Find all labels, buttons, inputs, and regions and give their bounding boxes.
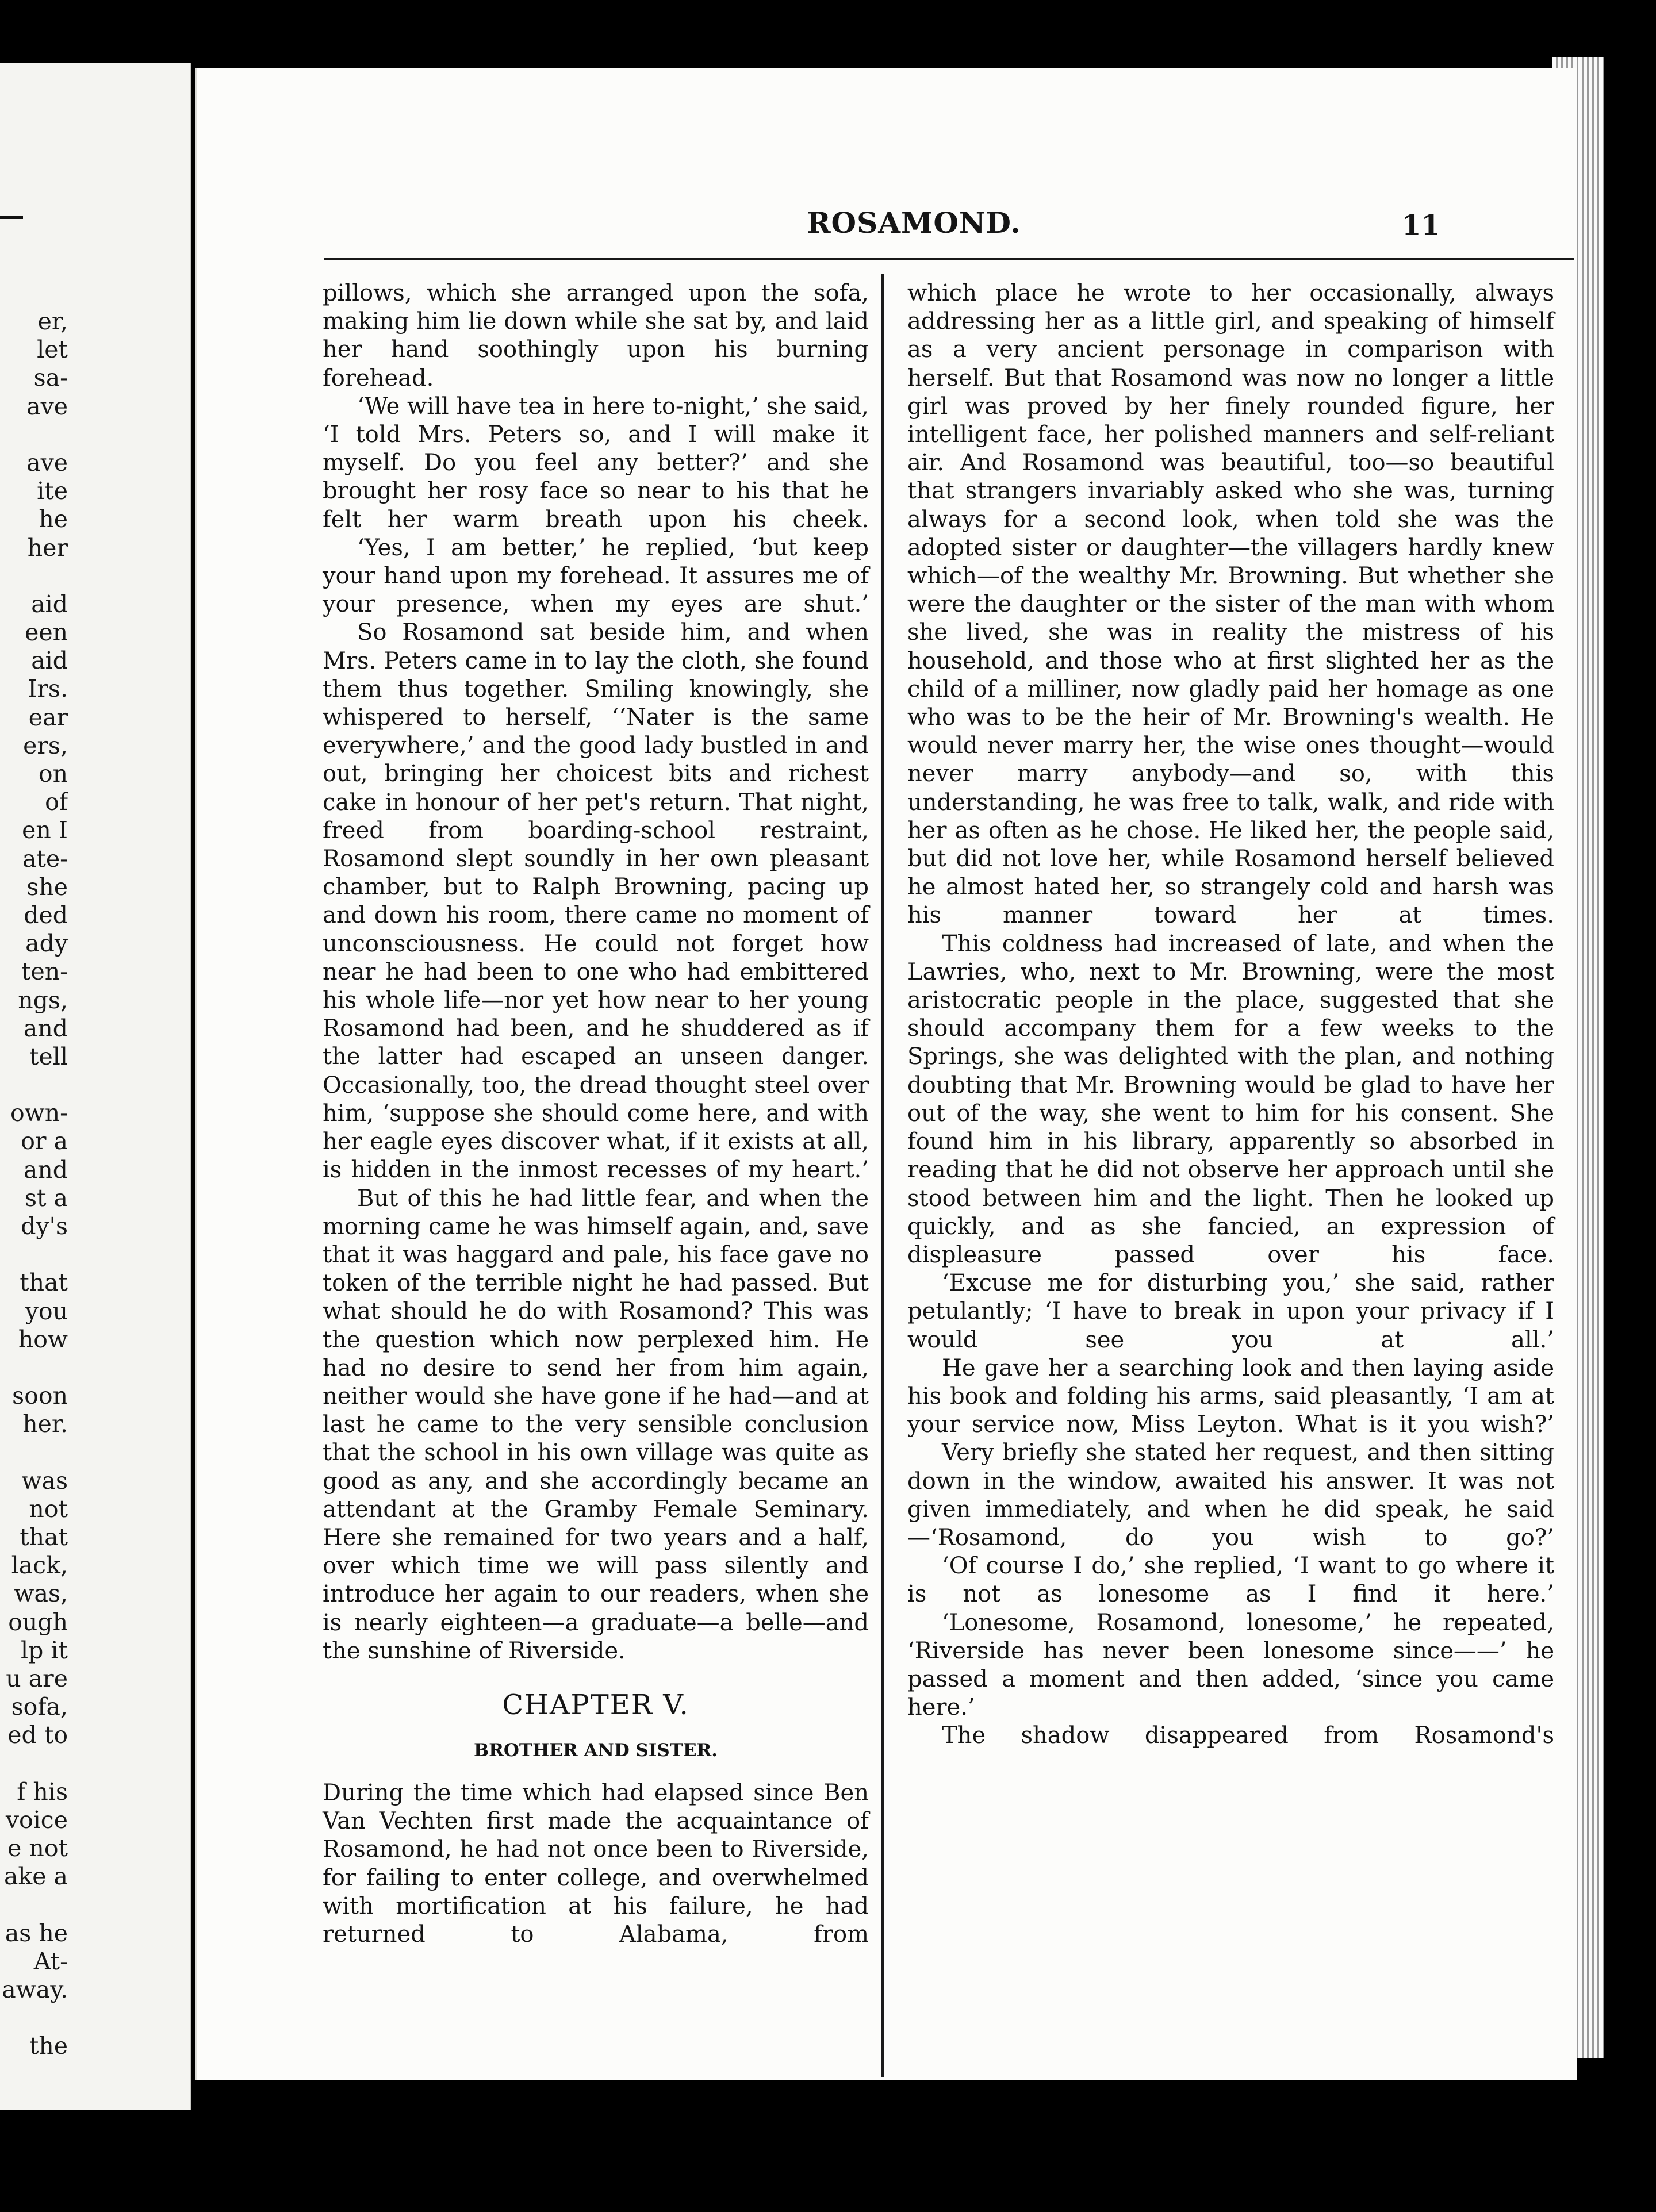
facing-page-fragment: away.: [2, 1976, 68, 2004]
facing-page-fragment: voice: [5, 1806, 68, 1834]
facing-page-fragment: as he: [5, 1919, 68, 1947]
facing-page-fragment: on: [38, 760, 68, 788]
facing-page-fragment: At-: [33, 1947, 68, 1975]
facing-page-fragment: ake a: [3, 1862, 68, 1891]
facing-page-fragment: ear: [28, 703, 68, 731]
running-title: ROSAMOND.: [807, 206, 1021, 240]
facing-page-fragment: ers,: [23, 731, 68, 759]
facing-page-fragment: own-: [10, 1099, 68, 1127]
facing-page-fragment: [0, 1439, 68, 1467]
header-rule: [324, 258, 1574, 260]
page-number: 11: [1402, 209, 1440, 241]
facing-page-fragment: you: [25, 1297, 68, 1325]
facing-page-fragment: ave: [26, 392, 68, 420]
paragraph: The shadow disappeared from Rosamond's: [942, 1722, 1554, 1749]
facing-page-fragment: aid: [31, 590, 68, 618]
facing-page-fragment: lack,: [11, 1552, 68, 1580]
facing-page-fragment: en I: [22, 816, 68, 844]
facing-page-fragment: ave: [26, 448, 68, 477]
paragraph: But of this he had little fear, and when the morning came he was himself again, and, save that it was haggard and pale, his face gave no token of the terrible night he had passed. But what should he do with Rosamond? This was the question which now perplexed him. He had no desire to send her from him again, neither would she have gone if he had—and at last he came to the very sensible conclusion that the school in his own village was quite as good as any, and she accordingly became an attendant at the Gramby Female Seminary. Here she remained for two years and a half, over which time we will pass silently and introduce her again to our readers, when she is nearly eighteen—a graduate—a belle—and the sunshine of Riverside.: [323, 1185, 869, 1664]
facing-page-fragment: sofa,: [11, 1693, 68, 1721]
facing-page-fragment: [0, 1891, 68, 1919]
paragraph: which place he wrote to her occasionally, always addressing her as a little girl, and speaking of himself as a very ancient personage in comparison with herself. But that Rosamond was now no longer a little girl was proved by her finely rounded figure, her intelligent face, her polished manners and self-reliant air. And Rosamond was beautiful, too—so beautiful that strangers invariably asked who she was, turning always for a second look, when told she was the adopted sister or daughter—the villagers hardly knew which—of the wealthy Mr. Browning. But whether she were the daughter or the sister of the man with whom she lived, she was in reality the mistress of his household, and those who at first slighted her as the child of a milliner, now gladly paid her homage as one who was to be the heir of Mr. Browning's wealth. He would never marry her, the wise ones thought—would never marry anybody—and so, with this understanding, he was free to talk, walk, and ride with her as often as he chose. He liked her, the people said, but did not love her, while Rosamond herself believed he almost hated her, so strangely cold and harsh was his manner toward her at times.: [907, 280, 1554, 929]
right-text-column: [907, 279, 1554, 1750]
facing-page-fragment: the: [29, 2032, 68, 2060]
facing-page-text-fragments: [0, 308, 68, 2061]
paragraph: ‘Excuse me for disturbing you,’ she said, rather petulantly; ‘I have to break in upon your privacy if I would see you at all.’: [907, 1270, 1554, 1353]
left-text-column: [323, 279, 869, 1949]
chapter-subtitle: BROTHER AND SISTER.: [473, 1739, 718, 1761]
facing-page-edge: [0, 63, 191, 2110]
facing-page-fragment: [0, 1354, 68, 1382]
facing-page-fragment: her: [27, 533, 68, 562]
facing-page-fragment: er,: [37, 308, 68, 335]
facing-page-fragment: was,: [14, 1580, 68, 1608]
paragraph: pillows, which she arranged upon the sofa, making him lie down while she sat by, and laid her hand soothingly upon his burning forehead.: [323, 280, 869, 391]
facing-page-fragment: ed to: [7, 1721, 68, 1749]
facing-page-fragment: let: [37, 336, 68, 364]
facing-page-fragment: that: [20, 1523, 68, 1552]
facing-page-fragment: e not: [7, 1834, 68, 1862]
facing-page-fragment: [0, 562, 68, 590]
facing-page-fragment: dy's: [21, 1212, 68, 1240]
paragraph: ‘Lonesome, Rosamond, lonesome,’ he repeated, ‘Riverside has never been lonesome since——’ he passed a moment and then added, ‘since you came here.’: [907, 1609, 1554, 1721]
facing-page-fragment: lp it: [21, 1636, 68, 1664]
facing-page-fragment: f his: [17, 1777, 68, 1806]
facing-page-fragment: ngs,: [18, 986, 68, 1014]
running-header: [197, 206, 1577, 240]
paragraph: ‘Of course I do,’ she replied, ‘I want to go where it is not as lonesome as I find it here.’: [907, 1553, 1554, 1608]
facing-page-fragment: ded: [24, 901, 68, 929]
facing-page-fragment: een: [25, 619, 68, 647]
facing-page-fragment: soon: [12, 1382, 68, 1410]
facing-page-fragment: not: [29, 1495, 68, 1523]
chapter-heading: CHAPTER V.: [502, 1688, 689, 1721]
facing-page-fragment: how: [18, 1325, 68, 1353]
facing-page-fragment: u are: [6, 1665, 68, 1692]
facing-page-header-rule: [0, 216, 23, 219]
paragraph: ‘Yes, I am better,’ he replied, ‘but keep your hand upon my forehead. It assures me of your presence, when my eyes are shut.’: [323, 534, 869, 618]
facing-page-fragment: ite: [37, 477, 68, 505]
facing-page-fragment: [0, 2004, 68, 2032]
facing-page-fragment: [0, 1750, 68, 1778]
facing-page-fragment: she: [26, 873, 68, 901]
facing-page-fragment: Irs.: [28, 675, 68, 703]
chapter-opening-paragraph: During the time which had elapsed since Ben Van Vechten first made the acquaintance of Rosamond, he had not once been to Riverside, for failing to enter college, and overwhelmed with mortification at his failure, he had returned to Alabama, from: [323, 1779, 869, 1948]
facing-page-fragment: or a: [21, 1127, 68, 1155]
column-divider: [881, 274, 884, 2077]
facing-page-fragment: ate-: [22, 844, 68, 873]
facing-page-fragment: of: [45, 788, 68, 816]
facing-page-fragment: aid: [31, 647, 68, 675]
paragraph: Very briefly she stated her request, and then sitting down in the window, awaited his answer. It was not given immediately, and when he did speak, he said—‘Rosamond, do you wish to go?’: [907, 1439, 1554, 1551]
facing-page-fragment: ady: [25, 930, 68, 958]
facing-page-fragment: sa-: [33, 364, 68, 392]
paragraph: ‘We will have tea in here to-night,’ she said, ‘I told Mrs. Peters so, and I will make it myself. Do you feel any better?’ and she brought her rosy face so near to his that he felt her warm breath upon his cheek.: [323, 393, 869, 533]
facing-page-fragment: tell: [29, 1042, 68, 1070]
paragraph: So Rosamond sat beside him, and when Mrs. Peters came in to lay the cloth, she found them thus together. Smiling knowingly, she whispered to herself, ‘‘Nater is the same everywhere,’ and the good lady bustled in and out, bringing her choicest bits and richest cake in honour of her pet's return. That night, freed from boarding-school restraint, Rosamond slept soundly in her own pleasant chamber, but to Ralph Browning, pacing up and down his room, there came no moment of unconsciousness. He could not forget how near he had been to one who had embittered his whole life—nor yet how near to her young Rosamond had been, and he shuddered as if the latter had escaped an unseen danger. Occasionally, too, the dread thought steel over him, ‘suppose she should come here, and with her eagle eyes discover what, if it exists at all, is hidden in the inmost recesses of my heart.’: [323, 619, 869, 1184]
facing-page-fragment: and: [23, 1014, 68, 1042]
facing-page-fragment: st a: [25, 1184, 68, 1212]
paragraph: This coldness had increased of late, and when the Lawries, who, next to Mr. Browning, were the most aristocratic people in the place, suggested that she should accompany them for a few weeks to the Springs, she was delighted with the plan, and nothing doubting that Mr. Browning would be glad to have her out of the way, she went to him for his consent. She found him in his library, apparently so absorbed in reading that he did not observe her approach until she stood between him and the light. Then he looked up quickly, and as she fancied, an expression of displeasure passed over his face.: [907, 930, 1554, 1268]
facing-page-fragment: ten-: [21, 958, 68, 986]
facing-page-fragment: [0, 421, 68, 449]
book-page: [195, 68, 1577, 2080]
facing-page-fragment: her.: [22, 1410, 68, 1438]
facing-page-fragment: was: [21, 1466, 68, 1495]
facing-page-fragment: [0, 1241, 68, 1269]
facing-page-fragment: that: [20, 1269, 68, 1297]
facing-page-fragment: ough: [8, 1608, 68, 1636]
facing-page-fragment: [0, 1071, 68, 1099]
paragraph: He gave her a searching look and then laying aside his book and folding his arms, said pleasantly, ‘I am at your service now, Miss Leyton. What is it you wish?’: [907, 1354, 1554, 1438]
facing-page-fragment: and: [23, 1155, 68, 1184]
facing-page-fragment: he: [39, 505, 68, 533]
